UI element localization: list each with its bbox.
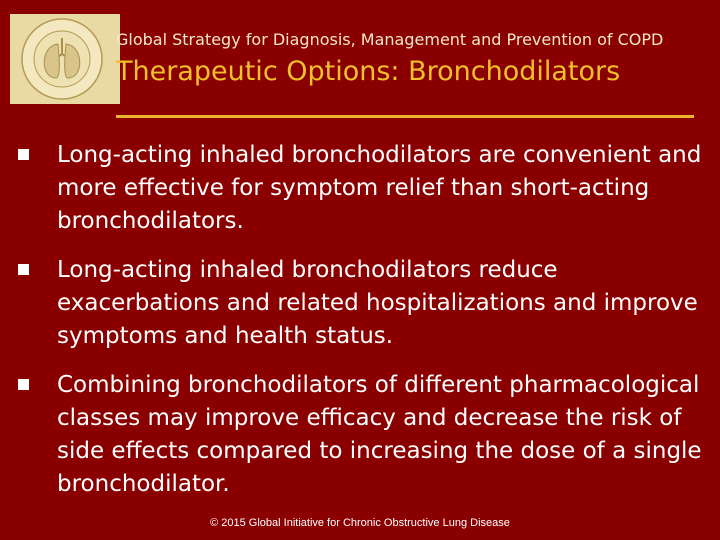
bullet-item — [18, 139, 708, 238]
bullet-text: Long-acting inhaled bronchodilators are convenient and more effective for symptom relief than short-acting bronchodilators. — [57, 142, 702, 234]
bullet-text: Combining bronchodilators of different pharmacological classes may improve efficacy and decrease the risk of side effects compared to increasing the dose of a single bronchodilator. — [57, 372, 702, 497]
title-divider — [116, 115, 694, 118]
copyright-footer: © 2015 Global Initiative for Chronic Obstructive Lung Disease — [210, 517, 510, 529]
bullet-list — [18, 139, 708, 517]
slide-title: Therapeutic Options: Bronchodilators — [116, 56, 621, 87]
bullet-text: Long-acting inhaled bronchodilators reduce exacerbations and related hospitalizations and improve symptoms and health status. — [57, 257, 698, 349]
slide-subtitle: Global Strategy for Diagnosis, Management and Prevention of COPD — [116, 30, 664, 49]
square-bullet-icon — [18, 264, 29, 275]
bullet-item — [18, 369, 708, 501]
bullet-item — [18, 254, 708, 353]
square-bullet-icon — [18, 379, 29, 390]
square-bullet-icon — [18, 149, 29, 160]
gold-logo — [10, 14, 120, 104]
